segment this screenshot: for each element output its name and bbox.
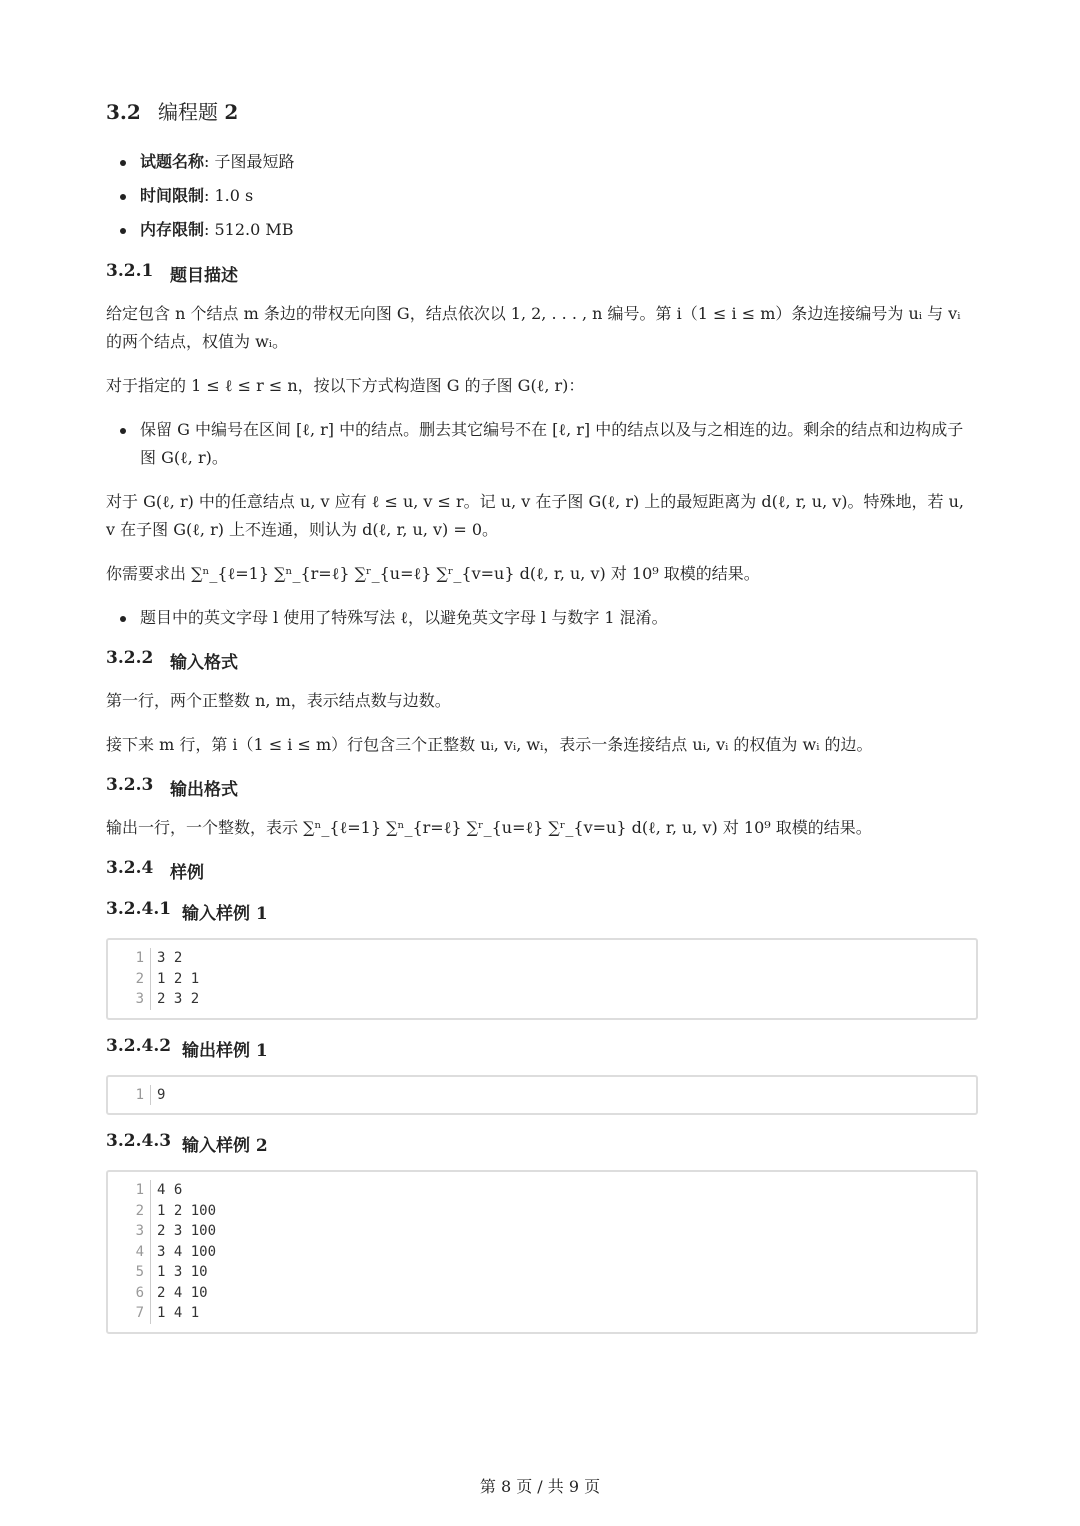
list-item: 试题名称: 子图最短路 [106,145,978,179]
paragraph: 输出一行，一个整数，表示 ∑ⁿ_{ℓ=1} ∑ⁿ_{r=ℓ} ∑ʳ_{u=ℓ} ∑ʳ_{v=u} d(ℓ, r, u, v) 对 10⁹ 取模的结果。 [106,818,872,837]
code-line: 2 1 2 100 [108,1201,976,1222]
section-title-num: 2 [224,100,239,124]
paragraph: 对于 G(ℓ, r) 中的任意结点 u, v 应有 ℓ ≤ u, v ≤ r。记 u, v 在子图 G(ℓ, r) 上的最短距离为 d(ℓ, r, u, v)。特殊地，若 u, v 在子图 G(ℓ, r) 上不连通，则认为 d(ℓ, r, u, v) = 0。 [106,492,964,539]
code-line: 1 3 2 [108,948,976,969]
code-line: 4 3 4 100 [108,1242,976,1263]
section-number: 3.2 [106,100,141,124]
code-line: 5 1 3 10 [108,1262,976,1283]
document-page [106,96,978,1350]
section-heading [106,96,978,125]
subsection-heading: 3.2.1 题目描述 [106,261,238,286]
code-line: 3 2 3 2 [108,989,976,1010]
code-block-output-1[interactable] [106,1075,978,1116]
subsection-heading: 3.2.3 输出格式 [106,775,238,800]
code-line: 1 9 [108,1085,976,1106]
paragraph: 接下来 m 行，第 i（1 ≤ i ≤ m）行包含三个正整数 uᵢ, vᵢ, wᵢ，表示一条连接结点 uᵢ, vᵢ 的权值为 wᵢ 的边。 [106,735,873,754]
code-line: 2 1 2 1 [108,969,976,990]
list-item: 时间限制: 1.0 s [106,179,978,213]
code-line: 3 2 3 100 [108,1221,976,1242]
code-line: 6 2 4 10 [108,1283,976,1304]
sample-heading: 3.2.4.2 输出样例 1 [106,1035,268,1061]
code-block-input-2[interactable] [106,1170,978,1334]
paragraph: 对于指定的 1 ≤ ℓ ≤ r ≤ n，按以下方式构造图 G 的子图 G(ℓ, r)： [106,376,585,395]
sample-heading: 3.2.4.1 输入样例 1 [106,899,268,924]
section-title: 编程题 [158,100,218,124]
code-block-input-1[interactable] [106,938,978,1020]
list-item: 题目中的英文字母 l 使用了特殊写法 ℓ，以避免英文字母 l 与数字 1 混淆。 [106,604,978,632]
list-item: 保留 G 中编号在区间 [ℓ, r] 中的结点。删去其它编号不在 [ℓ, r] 中的结点以及与之相连的边。剩余的结点和边构成子图 G(ℓ, r)。 [106,416,978,472]
bullet-list [106,416,978,472]
subsection-heading: 3.2.4 样例 [106,858,204,883]
subsection-heading: 3.2.2 输入格式 [106,648,238,673]
sample-heading: 3.2.4.3 输入样例 2 [106,1131,268,1156]
code-line: 7 1 4 1 [108,1303,976,1324]
list-item: 内存限制: 512.0 MB [106,213,978,247]
page-footer: 第 8 页 / 共 9 页 [479,1477,601,1496]
bullet-list [106,604,978,632]
paragraph: 给定包含 n 个结点 m 条边的带权无向图 G，结点依次以 1, 2, . . . , n 编号。第 i（1 ≤ i ≤ m）条边连接编号为 uᵢ 与 vᵢ 的两个结点，权值为 wᵢ。 [106,304,961,351]
code-line: 1 4 6 [108,1180,976,1201]
paragraph: 你需要求出 ∑ⁿ_{ℓ=1} ∑ⁿ_{r=ℓ} ∑ʳ_{u=ℓ} ∑ʳ_{v=u} d(ℓ, r, u, v) 对 10⁹ 取模的结果。 [106,564,760,583]
problem-meta-list [106,145,978,247]
paragraph: 第一行，两个正整数 n, m，表示结点数与边数。 [106,691,451,710]
